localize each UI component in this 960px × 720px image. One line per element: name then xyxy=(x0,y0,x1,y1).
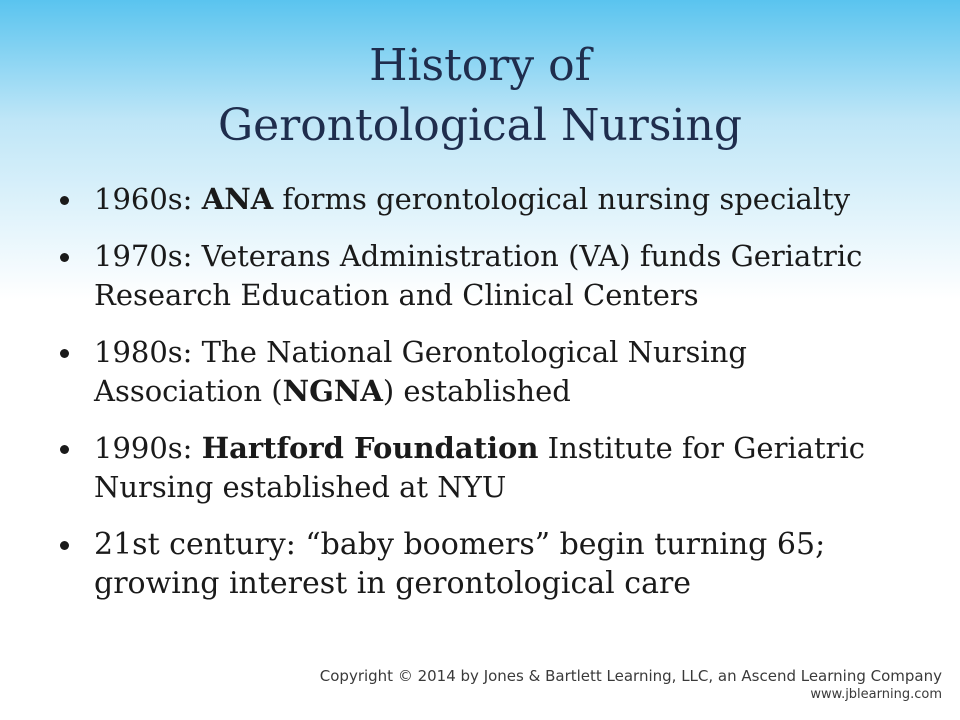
title-line-2: Gerontological Nursing xyxy=(218,100,742,151)
bullet-text: 1970s: Veterans Administration (VA) funds Geriatric Research Education and Clinical Centers xyxy=(94,239,863,312)
bullet-dot-icon xyxy=(60,541,69,550)
bullet-21st-century xyxy=(56,525,916,603)
publisher-url: www.jblearning.com xyxy=(810,687,942,702)
bullet-text: Institute for Geriatric Nursing established at NYU xyxy=(94,431,866,504)
bullet-emphasis-hartford: Hartford Foundation xyxy=(201,431,539,465)
bullet-emphasis-ngna: NGNA xyxy=(282,374,383,408)
bullet-text: 21st century: “baby boomers” begin turning 65; growing interest in gerontological care xyxy=(94,527,826,601)
bullet-dot-icon xyxy=(60,196,69,205)
bullet-dot-icon xyxy=(60,445,69,454)
title-line-1: History of xyxy=(369,40,591,91)
bullet-text: forms gerontological nursing specialty xyxy=(273,182,851,216)
footer xyxy=(320,666,942,704)
bullet-emphasis-ana: ANA xyxy=(201,182,274,216)
bullet-1970s xyxy=(56,237,916,315)
slide-title xyxy=(0,36,960,156)
bullet-dot-icon xyxy=(60,349,69,358)
bullet-dot-icon xyxy=(60,253,69,262)
copyright-notice: Copyright © 2014 by Jones & Bartlett Learning, LLC, an Ascend Learning Company xyxy=(319,667,942,685)
bullet-text: ) established xyxy=(382,374,571,408)
bullet-text: 1980s: The National Gerontological Nursing Association ( xyxy=(94,335,747,408)
bullet-1980s xyxy=(56,333,916,411)
bullet-1990s xyxy=(56,429,916,507)
bullet-text: 1960s: xyxy=(94,182,202,216)
bullet-1960s xyxy=(56,180,916,219)
bullet-list xyxy=(56,180,916,621)
bullet-text: 1990s: xyxy=(94,431,202,465)
